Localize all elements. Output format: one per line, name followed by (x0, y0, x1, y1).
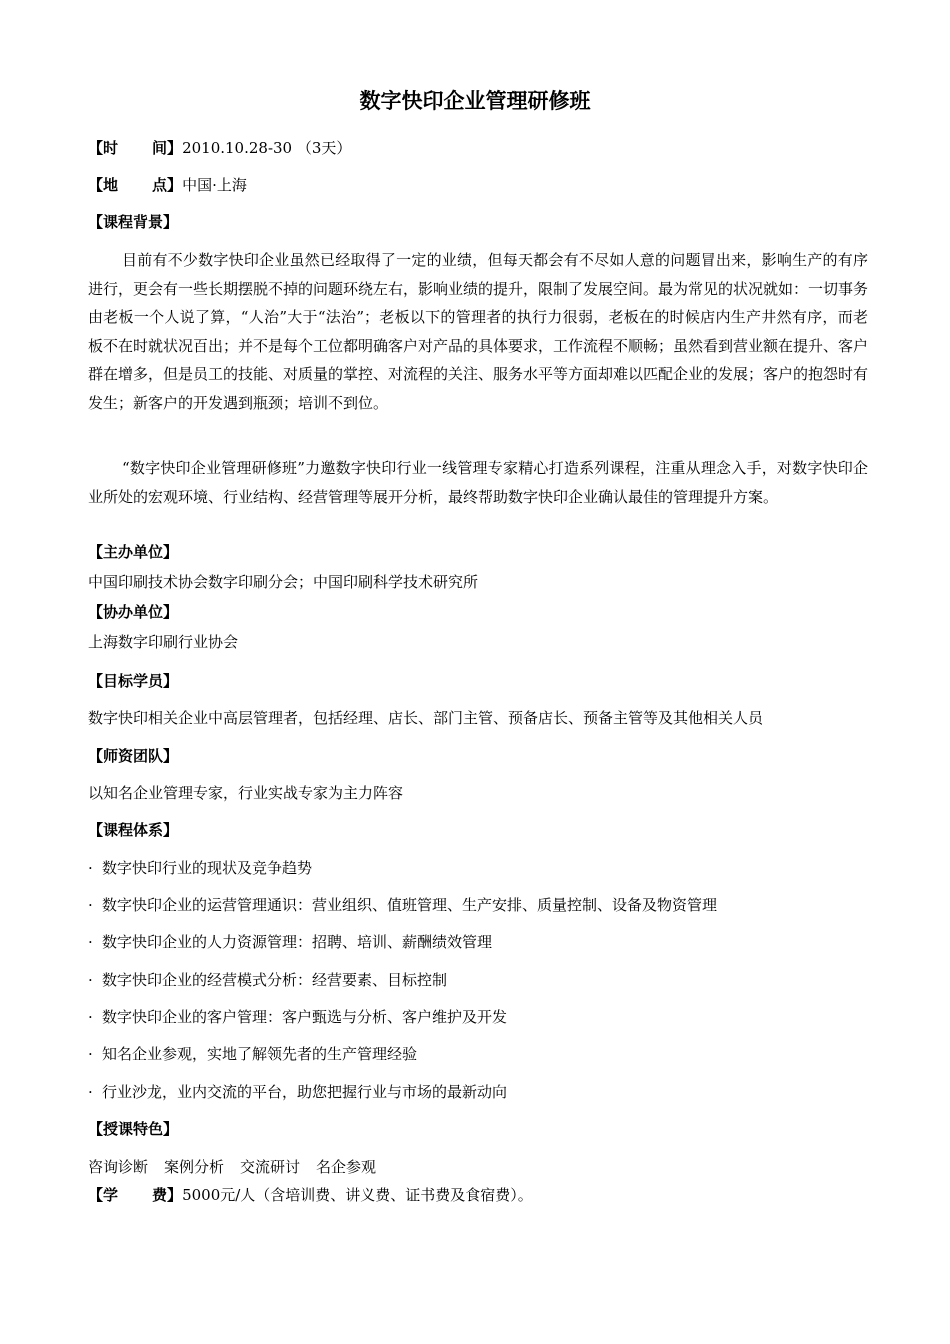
curriculum-item: · 数字快印企业的经营模式分析：经营要素、目标控制 (88, 971, 448, 989)
faculty-heading: 【师资团队】 (88, 747, 179, 765)
bullet-icon: · (88, 971, 93, 989)
fee-label: 【学费】 (88, 1186, 183, 1204)
features-heading: 【授课特色】 (88, 1120, 179, 1138)
fee-row (88, 1184, 878, 1206)
bullet-icon: · (88, 896, 93, 914)
page-title: 数字快印企业管理研修班 (359, 89, 591, 113)
background-paragraph-1: 目前有不少数字快印企业虽然已经取得了一定的业绩，但每天都会有不尽如人意的问题冒出来，影响生产的有序进行，更会有一些长期摆脱不掉的问题环绕左右，影响业绩的提升，限制了发展空间。最为常见的状况就如：一切事务由老板一个人说了算，“人治”大于“法治”；老板以下的管理者的执行力很弱，老板在的时候店内生产井然有序，而老板不在时就状况百出；并不是每个工位都明确客户对产品的具体要求，工作流程不顺畅；虽然看到营业额在提升、客户群在增多，但是员工的技能、对质量的掌控、对流程的关注、服务水平等方面却难以匹配企业的发展；客户的抱怨时有发生；新客户的开发遇到瓶颈；培训不到位。 (88, 251, 869, 412)
feature-item: 名企参观 (316, 1158, 377, 1176)
features-list (88, 1156, 878, 1178)
faculty-value: 以知名企业管理专家，行业实战专家为主力阵容 (88, 784, 404, 802)
bullet-icon: · (88, 859, 93, 877)
bullet-icon: · (88, 1045, 93, 1063)
time-value: 2010.10.28-30 （3天） (182, 139, 352, 157)
curriculum-item: · 数字快印企业的客户管理：客户甄选与分析、客户维护及开发 (88, 1008, 508, 1026)
curriculum-item: · 数字快印企业的人力资源管理：招聘、培训、薪酬绩效管理 (88, 933, 493, 951)
bullet-icon: · (88, 1008, 93, 1026)
curriculum-item: · 数字快印企业的运营管理通识：营业组织、值班管理、生产安排、质量控制、设备及物资管理 (88, 896, 718, 914)
curriculum-item: · 数字快印行业的现状及竞争趋势 (88, 859, 313, 877)
time-row (88, 137, 878, 159)
place-row (88, 174, 878, 196)
background-paragraph-2: “数字快印企业管理研修班”力邀数字快印行业一线管理专家精心打造系列课程，注重从理念入手，对数字快印企业所处的宏观环境、行业结构、经营管理等展开分析，最终帮助数字快印企业确认最佳的管理提升方案。 (88, 459, 868, 506)
place-value: 中国·上海 (182, 176, 247, 194)
curriculum-item: · 行业沙龙，业内交流的平台，助您把握行业与市场的最新动向 (88, 1083, 508, 1101)
host-heading: 【主办单位】 (88, 543, 179, 561)
curriculum-heading: 【课程体系】 (88, 821, 179, 839)
background-heading: 【课程背景】 (88, 213, 179, 231)
time-label: 【时间】 (88, 139, 183, 157)
feature-item: 咨询诊断 (88, 1158, 149, 1176)
fee-value: 5000元/人（含培训费、讲义费、证书费及食宿费）。 (182, 1186, 533, 1204)
curriculum-item: · 知名企业参观，实地了解领先者的生产管理经验 (88, 1045, 418, 1063)
co-host-value: 上海数字印刷行业协会 (88, 633, 239, 651)
target-value: 数字快印相关企业中高层管理者，包括经理、店长、部门主管、预备店长、预备主管等及其他相关人员 (88, 709, 764, 727)
bullet-icon: · (88, 1083, 93, 1101)
bullet-icon: · (88, 933, 93, 951)
co-host-heading: 【协办单位】 (88, 603, 179, 621)
feature-item: 案例分析 (164, 1158, 225, 1176)
host-value: 中国印刷技术协会数字印刷分会；中国印刷科学技术研究所 (88, 573, 479, 591)
target-heading: 【目标学员】 (88, 672, 179, 690)
place-label: 【地点】 (88, 176, 183, 194)
feature-item: 交流研讨 (240, 1158, 301, 1176)
